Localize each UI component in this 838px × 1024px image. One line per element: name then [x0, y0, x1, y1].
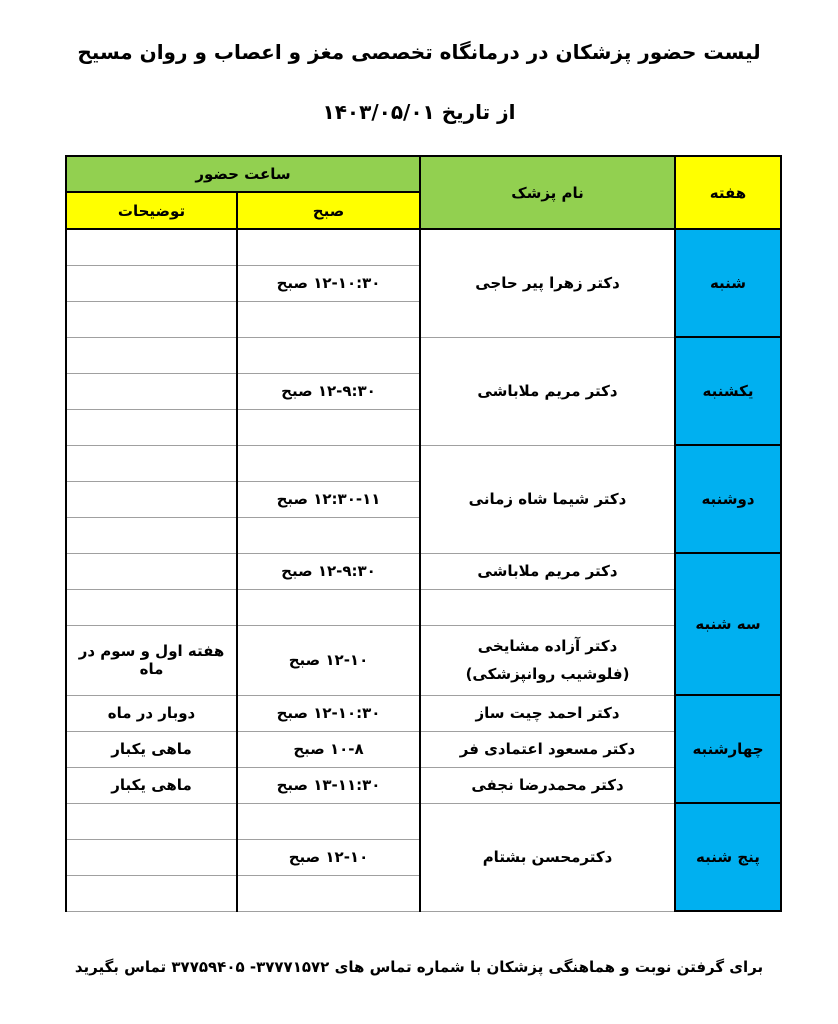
header-notes: توضیحات [66, 192, 237, 229]
header-morning: صبح [237, 192, 420, 229]
day-monday: دوشنبه [675, 445, 781, 553]
day-saturday: شنبه [675, 229, 781, 337]
time-cell: ۱۲-۹:۳۰ صبح [237, 373, 420, 409]
header-doctor: نام پزشک [420, 156, 675, 229]
day-wednesday: چهارشنبه [675, 695, 781, 803]
time-cell: ۱۲-۱۰ صبح [237, 625, 420, 695]
doctor-cell: دکتر زهرا پیر حاجی [420, 229, 675, 337]
time-cell: ۱۲-۹:۳۰ صبح [237, 553, 420, 589]
time-cell: ۱۲-۱۰ صبح [237, 839, 420, 875]
header-hours: ساعت حضور [66, 156, 420, 192]
header-day: هفته [675, 156, 781, 229]
note-cell: هفته اول و سوم در ماه [66, 625, 237, 695]
time-cell: ۱۲:۳۰-۱۱ صبح [237, 481, 420, 517]
doctor-cell: دکتر محمدرضا نجفی [420, 767, 675, 803]
schedule-table [65, 155, 782, 912]
footer-note: برای گرفتن نوبت و هماهنگی پزشکان با شماره تماس های ۳۷۷۷۱۵۷۲- ۳۷۷۵۹۴۰۵ تماس بگیرید [74, 958, 764, 976]
note-cell: دوبار در ماه [66, 695, 237, 731]
doctor-cell [420, 625, 675, 695]
note-cell: ماهی یکبار [66, 767, 237, 803]
time-cell: ۱۰-۸ صبح [237, 731, 420, 767]
date-subtitle: از تاریخ ۱۴۰۳/۰۵/۰۱ [322, 100, 516, 124]
doctor-role: (فلوشیب روانپزشکی) [465, 665, 630, 683]
doctor-cell: دکتر مریم ملاباشی [420, 553, 675, 589]
doctor-cell: دکتر مریم ملاباشی [420, 337, 675, 445]
time-cell: ۱۲-۱۰:۳۰ صبح [237, 695, 420, 731]
doctor-name: دکتر آزاده مشایخی [477, 637, 618, 655]
doctor-cell: دکتر شیما شاه زمانی [420, 445, 675, 553]
doctor-cell: دکتر احمد چیت ساز [420, 695, 675, 731]
doctor-cell: دکترمحسن بشتام [420, 803, 675, 911]
day-thursday: پنج شنبه [675, 803, 781, 911]
time-cell: ۱۲-۱۰:۳۰ صبح [237, 265, 420, 301]
day-tuesday: سه شنبه [675, 553, 781, 695]
doctor-cell: دکتر مسعود اعتمادی فر [420, 731, 675, 767]
time-cell: ۱۳-۱۱:۳۰ صبح [237, 767, 420, 803]
day-sunday: یکشنبه [675, 337, 781, 445]
page-title: لیست حضور پزشکان در درمانگاه تخصصی مغز و اعصاب و روان مسیح [77, 40, 761, 64]
note-cell: ماهی یکبار [66, 731, 237, 767]
